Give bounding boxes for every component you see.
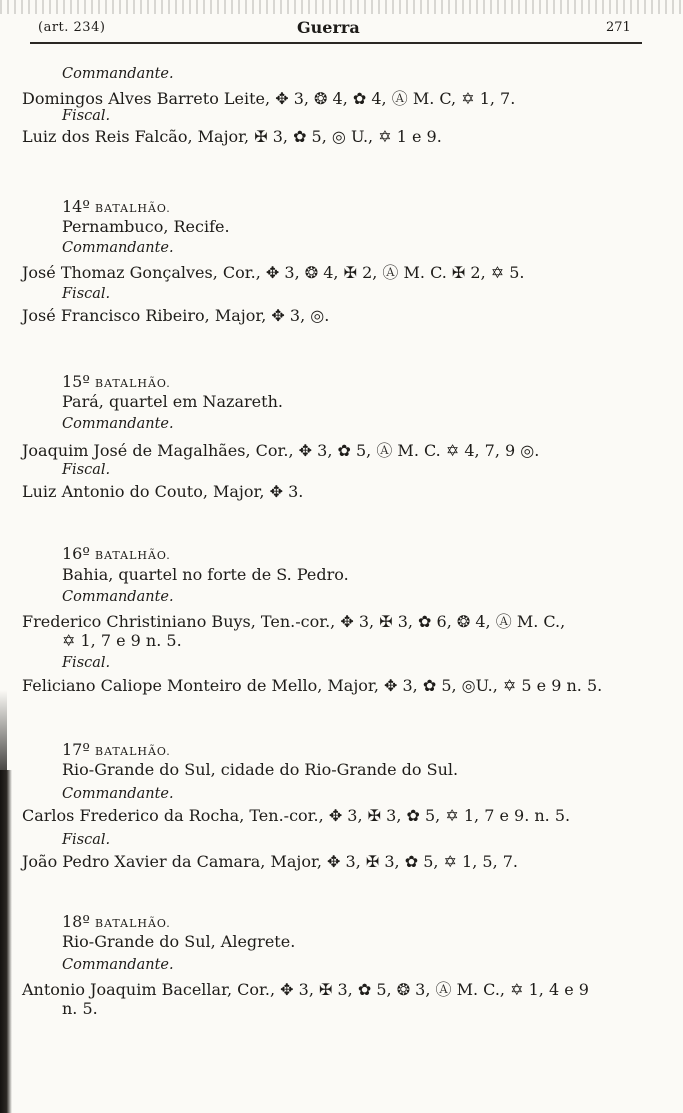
officer-entry-continued: ✡ 1, 7 e 9 n. 5.: [62, 631, 182, 650]
officer-entry: José Francisco Ribeiro, Major, ✥ 3, ◎.: [22, 306, 330, 325]
running-title: Guerra: [297, 18, 360, 37]
battalion-location: Pará, quartel em Nazareth.: [62, 392, 283, 411]
officer-entry: Luiz Antonio do Couto, Major, ✥ 3.: [22, 482, 304, 501]
header-rule: [30, 42, 642, 44]
officer-entry: João Pedro Xavier da Camara, Major, ✥ 3, ✠ 3, ✿ 5, ✡ 1, 5, 7.: [22, 852, 519, 871]
officer-entry: José Thomaz Gonçalves, Cor., ✥ 3, ❂ 4, ✠ 2, Ⓐ M. C. ✠ 2, ✡ 5.: [22, 263, 525, 282]
battalion-heading: [62, 372, 171, 391]
page-number: 271: [606, 20, 631, 35]
battalion-heading: [62, 544, 171, 563]
battalion-word: BATALHÃO.: [94, 377, 171, 390]
battalion-number: 16º: [62, 544, 90, 563]
officer-entry: Feliciano Caliope Monteiro de Mello, Major, ✥ 3, ✿ 5, ◎U., ✡ 5 e 9 n. 5.: [22, 676, 603, 695]
officer-entry: Antonio Joaquim Bacellar, Cor., ✥ 3, ✠ 3, ✿ 5, ❂ 3, Ⓐ M. C., ✡ 1, 4 e 9: [22, 980, 589, 999]
battalion-word: BATALHÃO.: [94, 202, 171, 215]
role-label: Commandante.: [62, 589, 174, 605]
scan-noise: [0, 0, 683, 14]
role-label: Fiscal.: [62, 832, 111, 848]
role-label: Commandante.: [62, 416, 174, 432]
battalion-location: Bahia, quartel no forte de S. Pedro.: [62, 565, 349, 584]
officer-entry: Domingos Alves Barreto Leite, ✥ 3, ❂ 4, ✿ 4, Ⓐ M. C, ✡ 1, 7.: [22, 89, 516, 108]
battalion-word: BATALHÃO.: [94, 917, 171, 930]
battalion-number: 17º: [62, 740, 90, 759]
battalion-word: BATALHÃO.: [94, 549, 171, 562]
officer-entry: Carlos Frederico da Rocha, Ten.-cor., ✥ 3, ✠ 3, ✿ 5, ✡ 1, 7 e 9. n. 5.: [22, 806, 571, 825]
battalion-heading: [62, 740, 171, 759]
role-label: Fiscal.: [62, 462, 111, 478]
battalion-location: Rio-Grande do Sul, cidade do Rio-Grande do Sul.: [62, 760, 459, 779]
battalion-heading: [62, 197, 171, 216]
officer-entry: Frederico Christiniano Buys, Ten.-cor., ✥ 3, ✠ 3, ✿ 6, ❂ 4, Ⓐ M. C.,: [22, 612, 566, 631]
officer-entry: Joaquim José de Magalhães, Cor., ✥ 3, ✿ 5, Ⓐ M. C. ✡ 4, 7, 9 ◎.: [22, 441, 540, 460]
officer-entry-continued: n. 5.: [62, 999, 98, 1018]
role-label: Commandante.: [62, 240, 174, 256]
role-label: Commandante.: [62, 66, 174, 82]
binding-edge: [0, 770, 12, 1113]
page-header: [0, 20, 683, 42]
battalion-number: 18º: [62, 912, 90, 931]
officer-entry: Luiz dos Reis Falcão, Major, ✠ 3, ✿ 5, ◎ U., ✡ 1 e 9.: [22, 127, 442, 146]
binding-shadow: [0, 690, 7, 770]
battalion-location: Rio-Grande do Sul, Alegrete.: [62, 932, 296, 951]
article-ref: (art. 234): [38, 20, 106, 35]
role-label: Commandante.: [62, 957, 174, 973]
battalion-location: Pernambuco, Recife.: [62, 217, 230, 236]
role-label: Fiscal.: [62, 655, 111, 671]
battalion-heading: [62, 912, 171, 931]
battalion-word: BATALHÃO.: [94, 745, 171, 758]
role-label: Fiscal.: [62, 286, 111, 302]
role-label: Commandante.: [62, 786, 174, 802]
battalion-number: 15º: [62, 372, 90, 391]
role-label: Fiscal.: [62, 108, 111, 124]
battalion-number: 14º: [62, 197, 90, 216]
